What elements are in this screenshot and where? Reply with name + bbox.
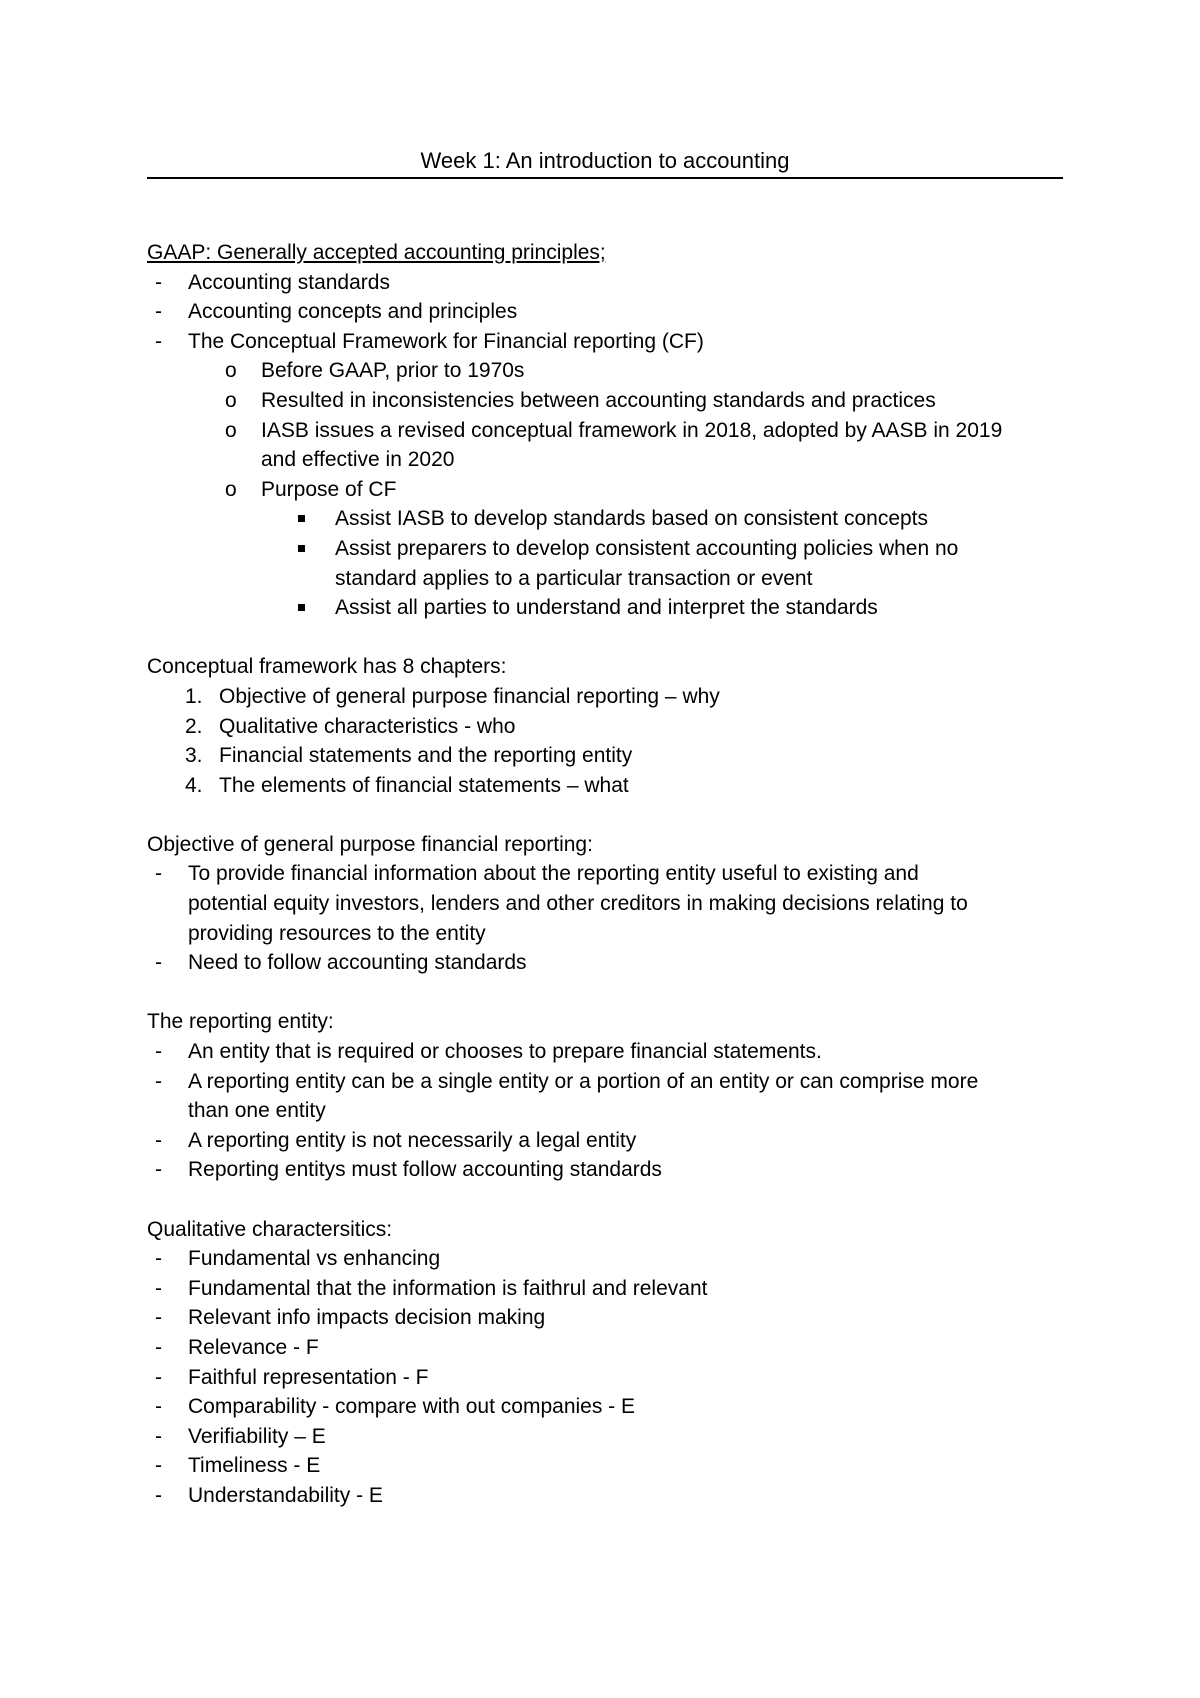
- list-item-text: A reporting entity is not necessarily a legal entity: [188, 1128, 637, 1152]
- list-item-text: Accounting standards: [188, 270, 390, 294]
- purpose-item-text: Assist IASB to develop standards based on consistent concepts: [335, 507, 929, 531]
- dash-bullet: -: [155, 1454, 162, 1478]
- dash-bullet: -: [155, 300, 162, 324]
- circle-bullet: o: [225, 359, 237, 383]
- list-item: [147, 859, 1063, 889]
- circle-bullet: o: [225, 388, 237, 412]
- spacer: [147, 978, 1063, 1008]
- gaap-heading: [147, 238, 1063, 268]
- list-item-text: Fundamental vs enhancing: [188, 1247, 441, 1271]
- dash-bullet: -: [155, 329, 162, 353]
- list-item-continuation: [147, 889, 1063, 919]
- list-item-text: Reporting entitys must follow accounting standards: [188, 1158, 662, 1182]
- dash-bullet: -: [155, 1158, 162, 1182]
- dash-bullet: -: [155, 270, 162, 294]
- list-item-text: Need to follow accounting standards: [188, 951, 527, 975]
- list-item: [147, 1274, 1063, 1304]
- dash-bullet: -: [155, 1128, 162, 1152]
- list-item-text: Relevant info impacts decision making: [188, 1306, 546, 1330]
- dash-bullet: -: [155, 1335, 162, 1359]
- sub-list-item: [147, 416, 1063, 446]
- item-number: 2.: [185, 714, 203, 738]
- sub-list-item-continuation: [147, 445, 1063, 475]
- list-item: [147, 1155, 1063, 1185]
- sub-list-item-text: and effective in 2020: [261, 448, 455, 472]
- purpose-item-continuation: [147, 564, 1063, 594]
- document-body: [147, 238, 1063, 1511]
- list-item-text: Accounting concepts and principles: [188, 300, 518, 324]
- purpose-item-text: Assist preparers to develop consistent accounting policies when no: [335, 536, 959, 560]
- purpose-item: [147, 593, 1063, 623]
- spacer: [147, 1185, 1063, 1215]
- gaap-heading-text: GAAP: Generally accepted accounting principles;: [147, 241, 606, 264]
- list-item: [147, 327, 1063, 357]
- dash-bullet: -: [155, 1306, 162, 1330]
- list-item-text: providing resources to the entity: [188, 921, 486, 945]
- numbered-item: [147, 771, 1063, 801]
- sub-list-item: [147, 386, 1063, 416]
- numbered-item-text: Qualitative characteristics - who: [219, 714, 516, 738]
- list-item-continuation: [147, 1096, 1063, 1126]
- list-item-text: Fundamental that the information is faithrul and relevant: [188, 1276, 708, 1300]
- list-item: [147, 297, 1063, 327]
- spacer: [147, 623, 1063, 653]
- cf-chapters-heading: Conceptual framework has 8 chapters:: [147, 655, 507, 679]
- list-item-text: than one entity: [188, 1099, 326, 1123]
- list-item: [147, 948, 1063, 978]
- purpose-item-text: Assist all parties to understand and interpret the standards: [335, 596, 878, 620]
- dash-bullet: -: [155, 1069, 162, 1093]
- list-item: [147, 1067, 1063, 1097]
- list-item: [147, 1244, 1063, 1274]
- list-item-text: Relevance - F: [188, 1335, 319, 1359]
- dash-bullet: -: [155, 1395, 162, 1419]
- item-number: 3.: [185, 744, 203, 768]
- numbered-item-text: Financial statements and the reporting entity: [219, 744, 633, 768]
- dash-bullet: -: [155, 1365, 162, 1389]
- list-item-text: Verifiability – E: [188, 1424, 326, 1448]
- list-item-text: Timeliness - E: [188, 1454, 321, 1478]
- square-bullet-icon: [298, 515, 305, 522]
- sub-list-item-text: IASB issues a revised conceptual framework in 2018, adopted by AASB in 2019: [261, 418, 1003, 442]
- sub-list-item-text: Before GAAP, prior to 1970s: [261, 359, 525, 383]
- objective-heading: Objective of general purpose financial reporting:: [147, 832, 593, 856]
- dash-bullet: -: [155, 1483, 162, 1507]
- qualitative-heading: Qualitative charactersitics:: [147, 1217, 393, 1241]
- list-item-text: Understandability - E: [188, 1483, 383, 1507]
- item-number: 1.: [185, 684, 203, 708]
- circle-bullet: o: [225, 418, 237, 442]
- reporting-entity-heading: The reporting entity:: [147, 1010, 334, 1034]
- list-item: [147, 1363, 1063, 1393]
- sub-list-item: [147, 475, 1063, 505]
- list-item-text: To provide financial information about the reporting entity useful to existing and: [188, 862, 919, 886]
- dash-bullet: -: [155, 1040, 162, 1064]
- list-item: [147, 1422, 1063, 1452]
- list-item-text: An entity that is required or chooses to prepare financial statements.: [188, 1040, 822, 1064]
- list-item-continuation: [147, 919, 1063, 949]
- spacer: [147, 800, 1063, 830]
- list-item: [147, 1037, 1063, 1067]
- sub-list-item-text: Resulted in inconsistencies between accounting standards and practices: [261, 388, 936, 412]
- title-underline: [147, 177, 1063, 179]
- numbered-item-text: Objective of general purpose financial reporting – why: [219, 684, 720, 708]
- list-item: [147, 1481, 1063, 1511]
- list-item: [147, 1392, 1063, 1422]
- list-item-text: Faithful representation - F: [188, 1365, 429, 1389]
- dash-bullet: -: [155, 1247, 162, 1271]
- purpose-item: [147, 504, 1063, 534]
- item-number: 4.: [185, 773, 203, 797]
- list-item-text: The Conceptual Framework for Financial reporting (CF): [188, 329, 704, 353]
- sub-list-item: [147, 356, 1063, 386]
- square-bullet-icon: [298, 545, 305, 552]
- dash-bullet: -: [155, 1424, 162, 1448]
- dash-bullet: -: [155, 951, 162, 975]
- list-item-text: A reporting entity can be a single entity or a portion of an entity or can comprise more: [188, 1069, 979, 1093]
- numbered-item: [147, 741, 1063, 771]
- numbered-item-text: The elements of financial statements – what: [219, 773, 629, 797]
- purpose-item: [147, 534, 1063, 564]
- list-item: [147, 1303, 1063, 1333]
- dash-bullet: -: [155, 1276, 162, 1300]
- square-bullet-icon: [298, 604, 305, 611]
- list-item: [147, 1451, 1063, 1481]
- list-item: [147, 1333, 1063, 1363]
- list-item: [147, 1126, 1063, 1156]
- purpose-item-text: standard applies to a particular transaction or event: [335, 566, 813, 590]
- list-item-text: Comparability - compare with out companies - E: [188, 1395, 636, 1419]
- list-item: [147, 268, 1063, 298]
- sub-list-item-text: Purpose of CF: [261, 477, 397, 501]
- dash-bullet: -: [155, 862, 162, 886]
- numbered-item: [147, 712, 1063, 742]
- page-title: Week 1: An introduction to accounting: [420, 148, 790, 173]
- numbered-item: [147, 682, 1063, 712]
- list-item-text: potential equity investors, lenders and other creditors in making decisions relating to: [188, 892, 968, 916]
- circle-bullet: o: [225, 477, 237, 501]
